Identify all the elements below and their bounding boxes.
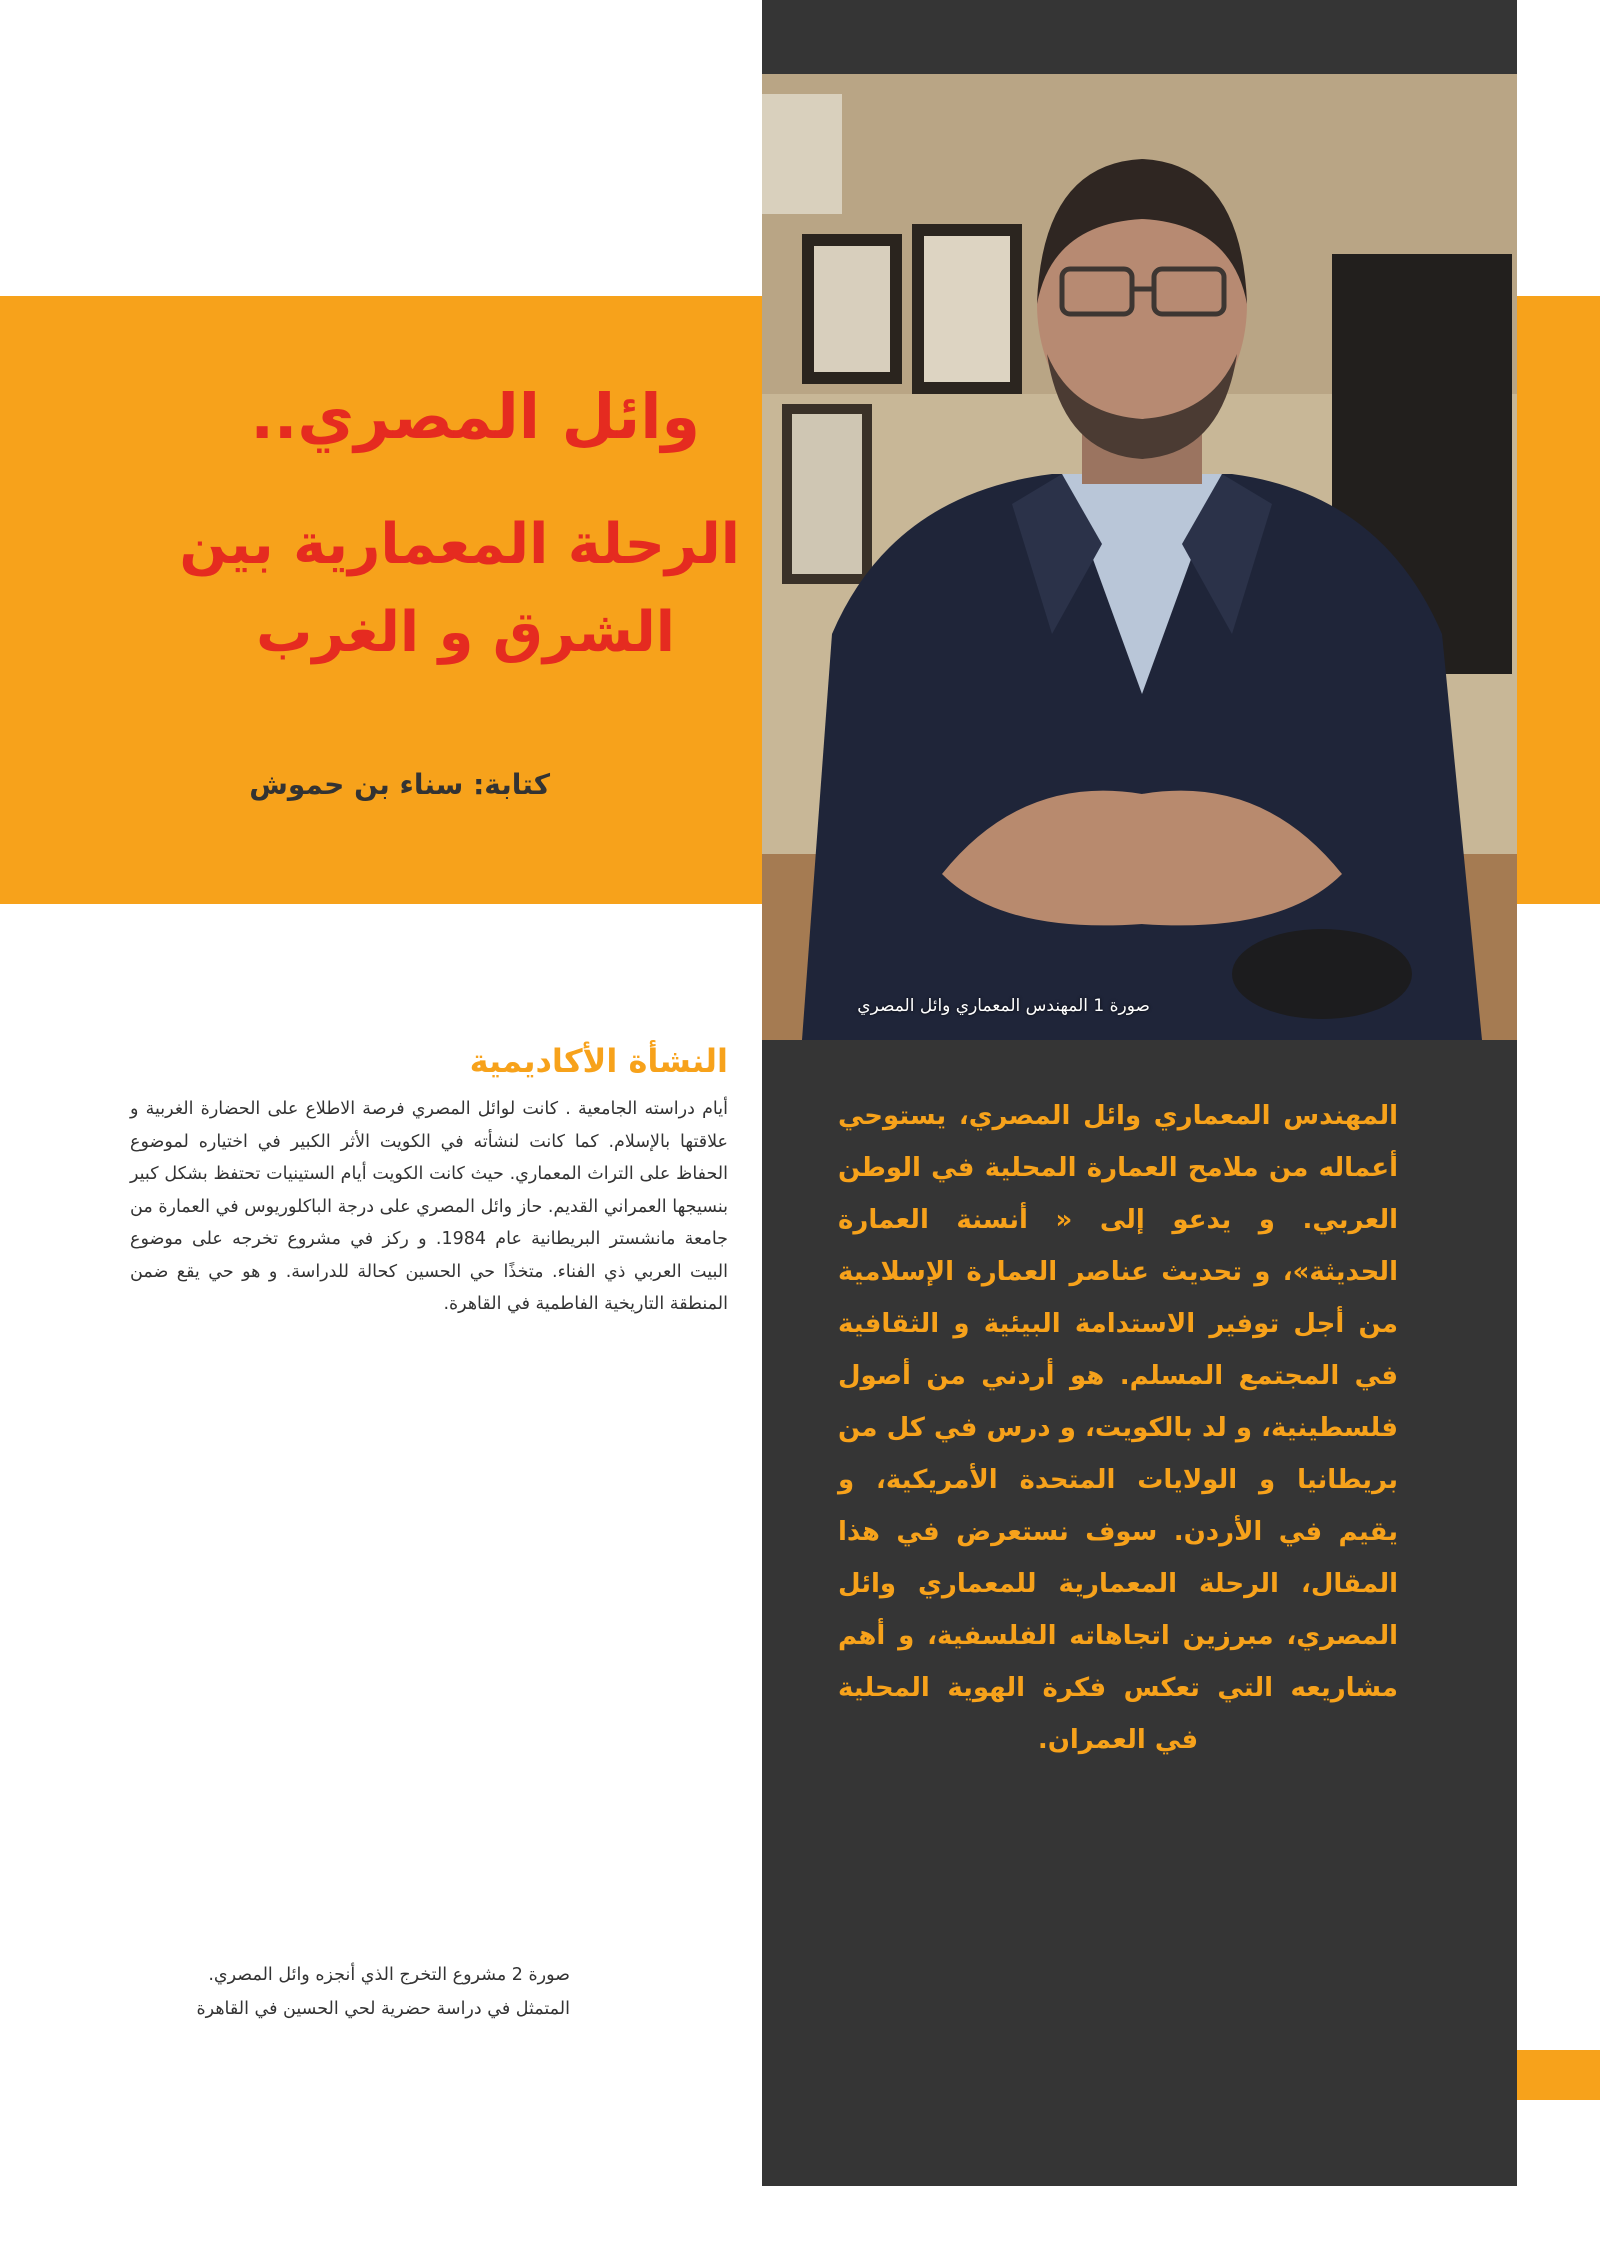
- intro-paragraph: المهندس المعماري وائل المصري، يستوحي أعماله من ملامح العمارة المحلية في الوطن العربي. و يدعو إلى « أنسنة العمارة الحديثة»، و تحديث عناصر العمارة الإسلامية من أجل توفير الاستدامة البيئية و الثقافية في المجتمع المسلم. هو أردني من أصول فلسطينية، و لد بالكويت، و درس في كل من بريطانيا و الولايات المتحدة الأمريكية، و يقيم في الأردن. سوف نستعرض في هذا المقال، الرحلة المعمارية للمعماري وائل المصري، مبرزين اتجاهاته الفلسفية، و أهم مشاريعه التي تعكس فكرة الهوية المحلية في العمران.: [838, 1101, 1398, 1755]
- figure-2-caption-line-1: صورة 2 مشروع التخرج الذي أنجزه وائل المصري.: [208, 1965, 570, 1985]
- orange-edge-band: [1517, 296, 1600, 904]
- page-tab-marker: [1517, 2050, 1600, 2100]
- section-heading: النشأة الأكاديمية: [469, 1042, 728, 1080]
- article-subtitle-line-1: الرحلة المعمارية بين: [179, 512, 740, 577]
- photo-caption: صورة 1 المهندس المعماري وائل المصري: [857, 996, 1150, 1016]
- figure-2-caption-line-2: المتمثل في دراسة حضرية لحي الحسين في القاهرة: [196, 1999, 570, 2019]
- figure-2-caption: [130, 1958, 570, 2026]
- author-byline: كتابة: سناء بن حموش: [249, 768, 550, 801]
- portrait-photo: [762, 74, 1517, 1040]
- section-body-text: أيام دراسته الجامعية . كانت لوائل المصري فرصة الاطلاع على الحضارة الغربية و علاقتها بالإسلام. كما كانت لنشأته في الكويت الأثر الكبير في اختياره لموضوع الحفاظ على التراث المعماري. حيث كانت الكويت أيام الستينيات تحتفظ بشكل كبير بنسيجها العمراني القديم. حاز وائل المصري على درجة الباكلوريوس في العمارة من جامعة مانشستر البريطانية عام 1984. و ركز في مشروع تخرجه على موضوع البيت العربي ذي الفناء. متخذًا حي الحسين كحالة للدراسة. و هو حي يقع ضمن المنطقة التاريخية الفاطمية في القاهرة.: [130, 1099, 729, 1314]
- article-title: وائل المصري..: [250, 380, 700, 453]
- article-subtitle-line-2: الشرق و الغرب: [256, 600, 675, 665]
